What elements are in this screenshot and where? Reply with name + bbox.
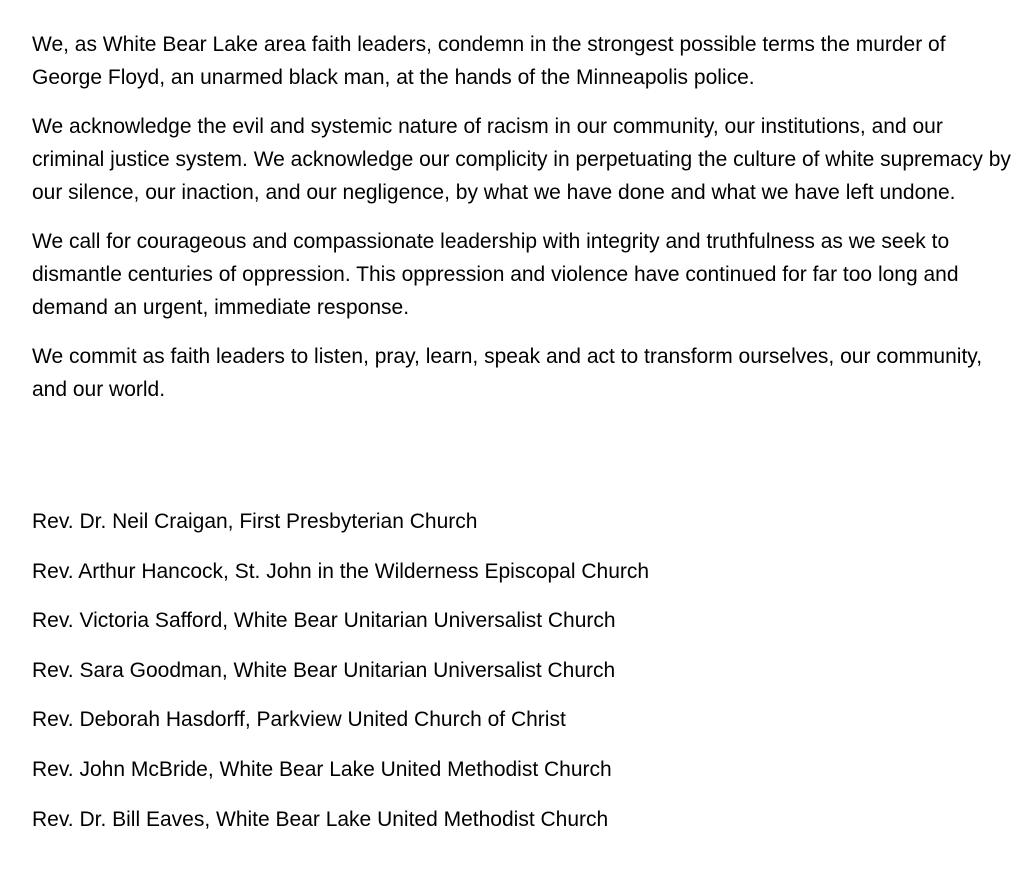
statement-body (32, 28, 1012, 422)
signatory-line: Rev. Dr. Neil Craigan, First Presbyterian Church (32, 510, 478, 533)
signatory-line: Rev. Sara Goodman, White Bear Unitarian Universalist Church (32, 658, 616, 682)
signatory-line: Rev. Deborah Hasdorff, Parkview United Church of Christ (32, 708, 566, 732)
signatory-line: Rev. Dr. Bill Eaves, White Bear Lake United Methodist Church (32, 807, 609, 831)
signatory-line: Rev. Victoria Safford, White Bear Unitarian Universalist Church (32, 609, 616, 633)
signatory-line: Rev. Arthur Hancock, St. John in the Wilderness Episcopal Church (32, 559, 650, 583)
statement-paragraph-call-to-action: We call for courageous and compassionate leadership with integrity and truthfulness as we seek to dismantle centuries of oppression. This oppression and violence have continued for far too long and demand an urgent, immediate response. (32, 230, 959, 319)
statement-paragraph-acknowledgement: We acknowledge the evil and systemic nature of racism in our community, our institutions, and our criminal justice system. We acknowledge our complicity in perpetuating the culture of white supremacy by our silence, our inaction, and our negligence, by what we have done and what we have left undone. (32, 115, 1011, 204)
statement-paragraph-commitment: We commit as faith leaders to listen, pray, learn, speak and act to transform ourselves, our community, and our world. (32, 345, 983, 401)
signatory-line: Rev. John McBride, White Bear Lake United Methodist Church (32, 757, 612, 781)
statement-paragraph-condemnation: We, as White Bear Lake area faith leaders, condemn in the strongest possible terms the murder of George Floyd, an unarmed black man, at the hands of the Minneapolis police. (32, 33, 946, 89)
signatory-list (32, 505, 1012, 852)
